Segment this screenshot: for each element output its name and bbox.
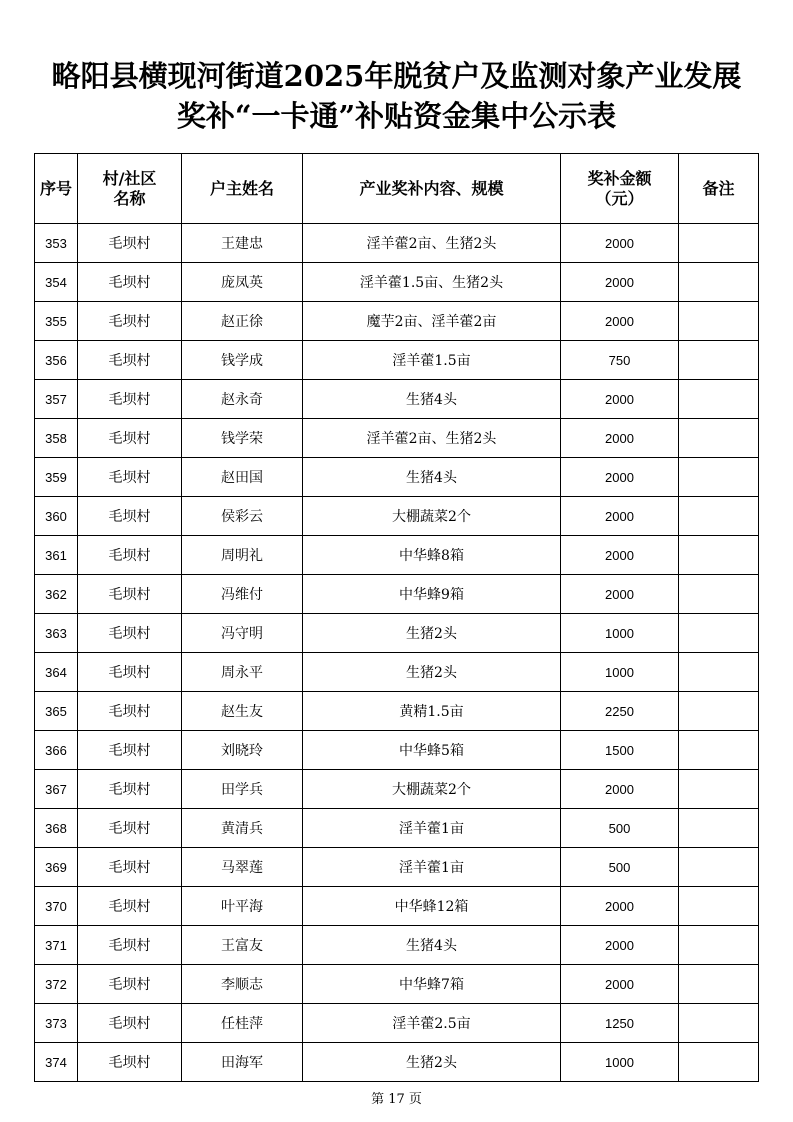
table-row <box>35 809 759 848</box>
cell-householder-name: 黄清兵 <box>182 809 303 848</box>
cell-subsidy-content: 大棚蔬菜2个 <box>303 770 561 809</box>
cell-seq: 361 <box>35 536 78 575</box>
subsidy-table <box>34 153 759 1082</box>
cell-seq: 374 <box>35 1043 78 1082</box>
cell-householder-name: 周明礼 <box>182 536 303 575</box>
cell-remark <box>679 887 759 926</box>
table-row <box>35 614 759 653</box>
cell-subsidy-content: 生猪2头 <box>303 653 561 692</box>
cell-remark <box>679 770 759 809</box>
cell-householder-name: 庞凤英 <box>182 263 303 302</box>
cell-remark <box>679 1004 759 1043</box>
cell-remark <box>679 341 759 380</box>
table-row <box>35 926 759 965</box>
cell-subsidy-content: 淫羊藿2亩、生猪2头 <box>303 224 561 263</box>
cell-amount: 2000 <box>561 380 679 419</box>
cell-village: 毛坝村 <box>78 848 182 887</box>
header-village-line-2: 名称 <box>113 188 146 208</box>
cell-amount: 2000 <box>561 224 679 263</box>
header-content: 产业奖补内容、规模 <box>303 154 561 224</box>
cell-village: 毛坝村 <box>78 1043 182 1082</box>
cell-amount: 2000 <box>561 575 679 614</box>
table-row <box>35 692 759 731</box>
cell-seq: 372 <box>35 965 78 1004</box>
cell-subsidy-content: 大棚蔬菜2个 <box>303 497 561 536</box>
cell-seq: 364 <box>35 653 78 692</box>
cell-amount: 500 <box>561 809 679 848</box>
table-row <box>35 419 759 458</box>
cell-seq: 369 <box>35 848 78 887</box>
cell-householder-name: 王建忠 <box>182 224 303 263</box>
cell-subsidy-content: 中华蜂9箱 <box>303 575 561 614</box>
page-title-line-1: 略阳县横现河街道2025年脱贫户及监测对象产业发展 <box>51 59 742 93</box>
cell-village: 毛坝村 <box>78 653 182 692</box>
cell-amount: 2250 <box>561 692 679 731</box>
cell-village: 毛坝村 <box>78 1004 182 1043</box>
cell-amount: 500 <box>561 848 679 887</box>
cell-village: 毛坝村 <box>78 419 182 458</box>
cell-seq: 365 <box>35 692 78 731</box>
cell-seq: 367 <box>35 770 78 809</box>
cell-remark <box>679 926 759 965</box>
cell-remark <box>679 380 759 419</box>
table-header <box>35 154 759 224</box>
cell-amount: 2000 <box>561 926 679 965</box>
cell-subsidy-content: 淫羊藿1亩 <box>303 848 561 887</box>
cell-remark <box>679 965 759 1004</box>
cell-amount: 2000 <box>561 458 679 497</box>
cell-householder-name: 李顺志 <box>182 965 303 1004</box>
cell-village: 毛坝村 <box>78 302 182 341</box>
cell-remark <box>679 731 759 770</box>
cell-householder-name: 赵正徐 <box>182 302 303 341</box>
table-row <box>35 536 759 575</box>
cell-householder-name: 周永平 <box>182 653 303 692</box>
header-village <box>78 154 182 224</box>
cell-amount: 1000 <box>561 653 679 692</box>
cell-village: 毛坝村 <box>78 224 182 263</box>
page-title-line-2: 奖补“一卡通”补贴资金集中公示表 <box>176 99 617 133</box>
table-row <box>35 224 759 263</box>
cell-subsidy-content: 生猪2头 <box>303 614 561 653</box>
table-row <box>35 263 759 302</box>
table-row <box>35 1043 759 1082</box>
cell-village: 毛坝村 <box>78 692 182 731</box>
cell-seq: 363 <box>35 614 78 653</box>
cell-seq: 353 <box>35 224 78 263</box>
cell-remark <box>679 458 759 497</box>
cell-seq: 355 <box>35 302 78 341</box>
table-row <box>35 302 759 341</box>
cell-subsidy-content: 中华蜂12箱 <box>303 887 561 926</box>
cell-householder-name: 王富友 <box>182 926 303 965</box>
cell-amount: 2000 <box>561 497 679 536</box>
cell-village: 毛坝村 <box>78 536 182 575</box>
cell-remark <box>679 419 759 458</box>
cell-amount: 2000 <box>561 536 679 575</box>
cell-amount: 2000 <box>561 263 679 302</box>
cell-amount: 2000 <box>561 419 679 458</box>
cell-remark <box>679 1043 759 1082</box>
table-row <box>35 497 759 536</box>
cell-remark <box>679 653 759 692</box>
cell-amount: 2000 <box>561 770 679 809</box>
header-amount <box>561 154 679 224</box>
cell-remark <box>679 848 759 887</box>
cell-householder-name: 赵生友 <box>182 692 303 731</box>
header-village-line-1: 村/社区 <box>102 168 157 188</box>
cell-householder-name: 田海军 <box>182 1043 303 1082</box>
table-body <box>35 224 759 1082</box>
cell-village: 毛坝村 <box>78 614 182 653</box>
cell-householder-name: 钱学荣 <box>182 419 303 458</box>
cell-remark <box>679 614 759 653</box>
table-row <box>35 653 759 692</box>
cell-subsidy-content: 淫羊藿2亩、生猪2头 <box>303 419 561 458</box>
cell-village: 毛坝村 <box>78 770 182 809</box>
cell-remark <box>679 536 759 575</box>
cell-seq: 360 <box>35 497 78 536</box>
cell-village: 毛坝村 <box>78 341 182 380</box>
cell-amount: 2000 <box>561 887 679 926</box>
cell-remark <box>679 692 759 731</box>
header-amount-line-2: （元） <box>595 188 644 208</box>
cell-householder-name: 侯彩云 <box>182 497 303 536</box>
cell-subsidy-content: 黄精1.5亩 <box>303 692 561 731</box>
cell-subsidy-content: 淫羊藿1.5亩、生猪2头 <box>303 263 561 302</box>
cell-householder-name: 赵永奇 <box>182 380 303 419</box>
cell-householder-name: 钱学成 <box>182 341 303 380</box>
cell-seq: 368 <box>35 809 78 848</box>
cell-amount: 2000 <box>561 302 679 341</box>
cell-remark <box>679 497 759 536</box>
cell-seq: 370 <box>35 887 78 926</box>
cell-subsidy-content: 中华蜂7箱 <box>303 965 561 1004</box>
header-amount-line-1: 奖补金额 <box>587 168 652 188</box>
cell-subsidy-content: 淫羊藿1.5亩 <box>303 341 561 380</box>
cell-village: 毛坝村 <box>78 965 182 1004</box>
cell-seq: 359 <box>35 458 78 497</box>
cell-remark <box>679 302 759 341</box>
cell-amount: 2000 <box>561 965 679 1004</box>
cell-village: 毛坝村 <box>78 926 182 965</box>
cell-householder-name: 冯守明 <box>182 614 303 653</box>
cell-remark <box>679 263 759 302</box>
cell-householder-name: 赵田国 <box>182 458 303 497</box>
table-row <box>35 887 759 926</box>
table-row <box>35 380 759 419</box>
table-row <box>35 731 759 770</box>
cell-householder-name: 马翠莲 <box>182 848 303 887</box>
cell-householder-name: 田学兵 <box>182 770 303 809</box>
cell-village: 毛坝村 <box>78 575 182 614</box>
cell-subsidy-content: 生猪4头 <box>303 926 561 965</box>
cell-village: 毛坝村 <box>78 380 182 419</box>
cell-subsidy-content: 生猪4头 <box>303 380 561 419</box>
cell-village: 毛坝村 <box>78 809 182 848</box>
cell-seq: 358 <box>35 419 78 458</box>
cell-village: 毛坝村 <box>78 497 182 536</box>
header-remark: 备注 <box>679 154 759 224</box>
cell-remark <box>679 575 759 614</box>
table-row <box>35 458 759 497</box>
cell-amount: 1000 <box>561 1043 679 1082</box>
table-row <box>35 770 759 809</box>
cell-village: 毛坝村 <box>78 887 182 926</box>
cell-amount: 1000 <box>561 614 679 653</box>
cell-subsidy-content: 生猪4头 <box>303 458 561 497</box>
cell-seq: 362 <box>35 575 78 614</box>
cell-subsidy-content: 中华蜂5箱 <box>303 731 561 770</box>
cell-amount: 1250 <box>561 1004 679 1043</box>
table-row <box>35 965 759 1004</box>
cell-subsidy-content: 中华蜂8箱 <box>303 536 561 575</box>
cell-remark <box>679 809 759 848</box>
cell-remark <box>679 224 759 263</box>
table-row <box>35 1004 759 1043</box>
cell-seq: 366 <box>35 731 78 770</box>
cell-householder-name: 冯维付 <box>182 575 303 614</box>
cell-subsidy-content: 淫羊藿1亩 <box>303 809 561 848</box>
cell-amount: 750 <box>561 341 679 380</box>
header-name: 户主姓名 <box>182 154 303 224</box>
cell-householder-name: 叶平海 <box>182 887 303 926</box>
cell-village: 毛坝村 <box>78 263 182 302</box>
cell-subsidy-content: 魔芋2亩、淫羊藿2亩 <box>303 302 561 341</box>
cell-householder-name: 刘晓玲 <box>182 731 303 770</box>
cell-subsidy-content: 淫羊藿2.5亩 <box>303 1004 561 1043</box>
page-number: 第 17 页 <box>371 1092 422 1107</box>
table-row <box>35 848 759 887</box>
cell-seq: 354 <box>35 263 78 302</box>
cell-subsidy-content: 生猪2头 <box>303 1043 561 1082</box>
cell-seq: 373 <box>35 1004 78 1043</box>
cell-seq: 357 <box>35 380 78 419</box>
cell-amount: 1500 <box>561 731 679 770</box>
cell-seq: 371 <box>35 926 78 965</box>
cell-village: 毛坝村 <box>78 731 182 770</box>
header-seq: 序号 <box>35 154 78 224</box>
table-row <box>35 341 759 380</box>
cell-village: 毛坝村 <box>78 458 182 497</box>
table-row <box>35 575 759 614</box>
cell-householder-name: 任桂萍 <box>182 1004 303 1043</box>
cell-seq: 356 <box>35 341 78 380</box>
